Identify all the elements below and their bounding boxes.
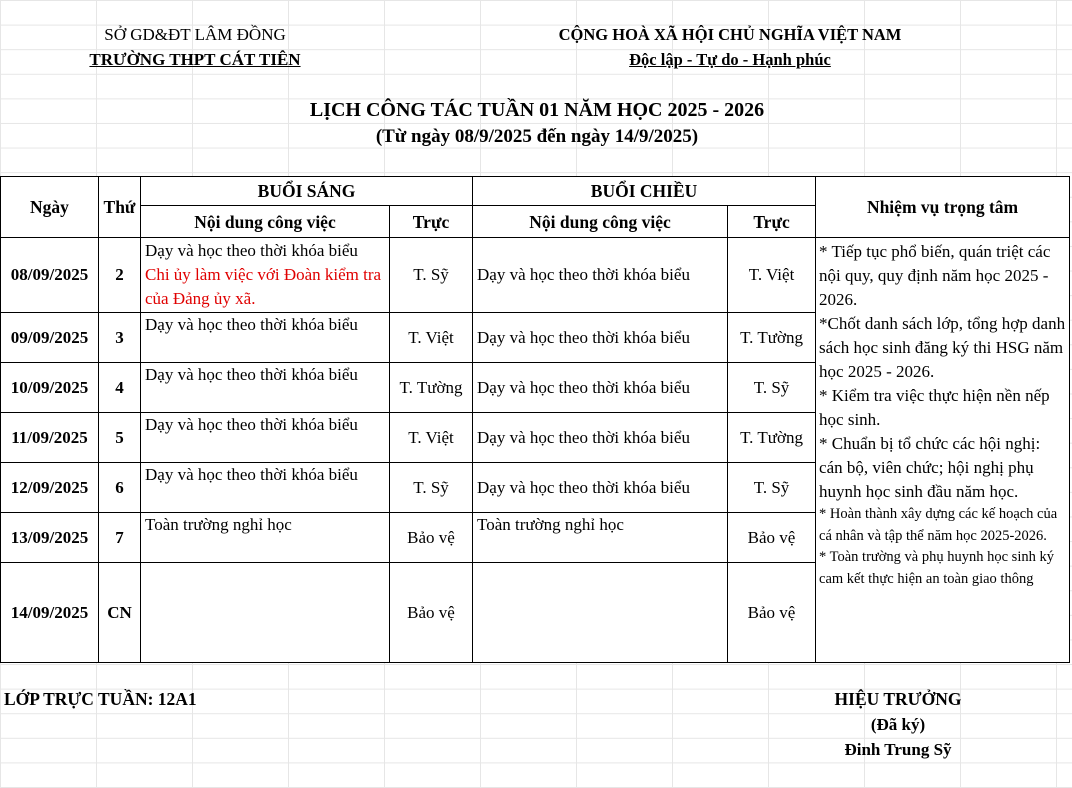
header-weekday: Thứ <box>99 177 141 238</box>
row-am-content <box>141 563 390 663</box>
header-pm-content: Nội dung công việc <box>473 206 728 238</box>
row-weekday: 5 <box>99 413 141 463</box>
row-am-duty: Bảo vệ <box>390 563 473 663</box>
row-date: 10/09/2025 <box>1 363 99 413</box>
row-date: 14/09/2025 <box>1 563 99 663</box>
department-name: SỞ GD&ĐT LÂM ĐỒNG <box>104 25 286 44</box>
row-pm-duty: T. Sỹ <box>728 363 816 413</box>
row-am-duty: T. Việt <box>390 313 473 363</box>
row-date: 13/09/2025 <box>1 513 99 563</box>
row-am-content: Dạy và học theo thời khóa biểu <box>141 363 390 413</box>
signed-note: (Đã ký) <box>870 715 926 734</box>
row-date: 09/09/2025 <box>1 313 99 363</box>
header-am-content: Nội dung công việc <box>141 206 390 238</box>
row-pm-duty: T. Tường <box>728 413 816 463</box>
am-task: Dạy và học theo thời khóa biểu <box>145 241 358 260</box>
row-pm-duty: T. Việt <box>728 238 816 313</box>
row-date: 11/09/2025 <box>1 413 99 463</box>
row-pm-content: Dạy và học theo thời khóa biểu <box>473 463 728 513</box>
focus-note-2: *Chốt danh sách lớp, tổng hợp danh sách học sinh đăng ký thi HSG năm học 2025 - 2026. <box>819 314 1066 381</box>
row-pm-content: Dạy và học theo thời khóa biểu <box>473 363 728 413</box>
focus-note-1: * Tiếp tục phổ biến, quán triệt các nội quy, quy định năm học 2025 - 2026. <box>819 242 1051 309</box>
header-focus: Nhiệm vụ trọng tâm <box>816 177 1070 238</box>
row-am-content: Dạy và học theo thời khóa biểu <box>141 413 390 463</box>
focus-note-4: * Chuẩn bị tổ chức các hội nghị: cán bộ, viên chức; hội nghị phụ huynh học sinh đầu năm học. <box>819 434 1041 501</box>
row-am-duty: T. Sỹ <box>390 238 473 313</box>
row-weekday: 6 <box>99 463 141 513</box>
national-motto: Độc lập - Tự do - Hạnh phúc <box>629 50 831 69</box>
row-pm-duty: T. Tường <box>728 313 816 363</box>
row-date: 12/09/2025 <box>1 463 99 513</box>
page-title: LỊCH CÔNG TÁC TUẦN 01 NĂM HỌC 2025 - 2026 <box>309 99 765 121</box>
row-pm-content: Dạy và học theo thời khóa biểu <box>473 413 728 463</box>
row-pm-duty: T. Sỹ <box>728 463 816 513</box>
principal-title: HIỆU TRƯỞNG <box>834 689 962 709</box>
row-am-content <box>141 238 390 313</box>
focus-note-6: * Toàn trường và phụ huynh học sinh ký cam kết thực hiện an toàn giao thông <box>819 549 1054 587</box>
schedule-table <box>0 176 1070 663</box>
table-row <box>1 238 1070 313</box>
row-pm-duty: Bảo vệ <box>728 513 816 563</box>
row-am-duty: Bảo vệ <box>390 513 473 563</box>
header-morning: BUỔI SÁNG <box>141 177 473 206</box>
row-weekday: 4 <box>99 363 141 413</box>
row-am-duty: T. Việt <box>390 413 473 463</box>
focus-note-5: * Hoàn thành xây dựng các kế hoạch của cá nhân và tập thể năm học 2025-2026. <box>819 506 1058 544</box>
row-pm-content: Dạy và học theo thời khóa biểu <box>473 238 728 313</box>
row-weekday: 2 <box>99 238 141 313</box>
header-date: Ngày <box>1 177 99 238</box>
header-am-duty: Trực <box>390 206 473 238</box>
row-am-duty: T. Tường <box>390 363 473 413</box>
focus-note-3: * Kiểm tra việc thực hiện nền nếp học sinh. <box>819 386 1050 429</box>
row-am-duty: T. Sỹ <box>390 463 473 513</box>
row-weekday: CN <box>99 563 141 663</box>
am-task-highlight: Chi ủy làm việc với Đoàn kiểm tra của Đảng ủy xã. <box>145 265 382 308</box>
page-subtitle: (Từ ngày 08/9/2025 đến ngày 14/9/2025) <box>375 126 699 147</box>
row-am-content: Dạy và học theo thời khóa biểu <box>141 313 390 363</box>
row-pm-content: Toàn trường nghỉ học <box>473 513 728 563</box>
row-pm-duty: Bảo vệ <box>728 563 816 663</box>
duty-class: LỚP TRỰC TUẦN: 12A1 <box>4 689 197 709</box>
focus-notes <box>816 238 1070 663</box>
row-pm-content <box>473 563 728 663</box>
national-title: CỘNG HOÀ XÃ HỘI CHỦ NGHĨA VIỆT NAM <box>558 25 902 44</box>
row-am-content: Toàn trường nghỉ học <box>141 513 390 563</box>
school-name: TRƯỜNG THPT CÁT TIÊN <box>89 50 301 69</box>
row-weekday: 7 <box>99 513 141 563</box>
table-header-row <box>1 177 1070 206</box>
principal-name: Đinh Trung Sỹ <box>844 740 952 759</box>
row-pm-content: Dạy và học theo thời khóa biểu <box>473 313 728 363</box>
header-afternoon: BUỔI CHIỀU <box>473 177 816 206</box>
row-weekday: 3 <box>99 313 141 363</box>
row-date: 08/09/2025 <box>1 238 99 313</box>
row-am-content: Dạy và học theo thời khóa biểu <box>141 463 390 513</box>
header-pm-duty: Trực <box>728 206 816 238</box>
